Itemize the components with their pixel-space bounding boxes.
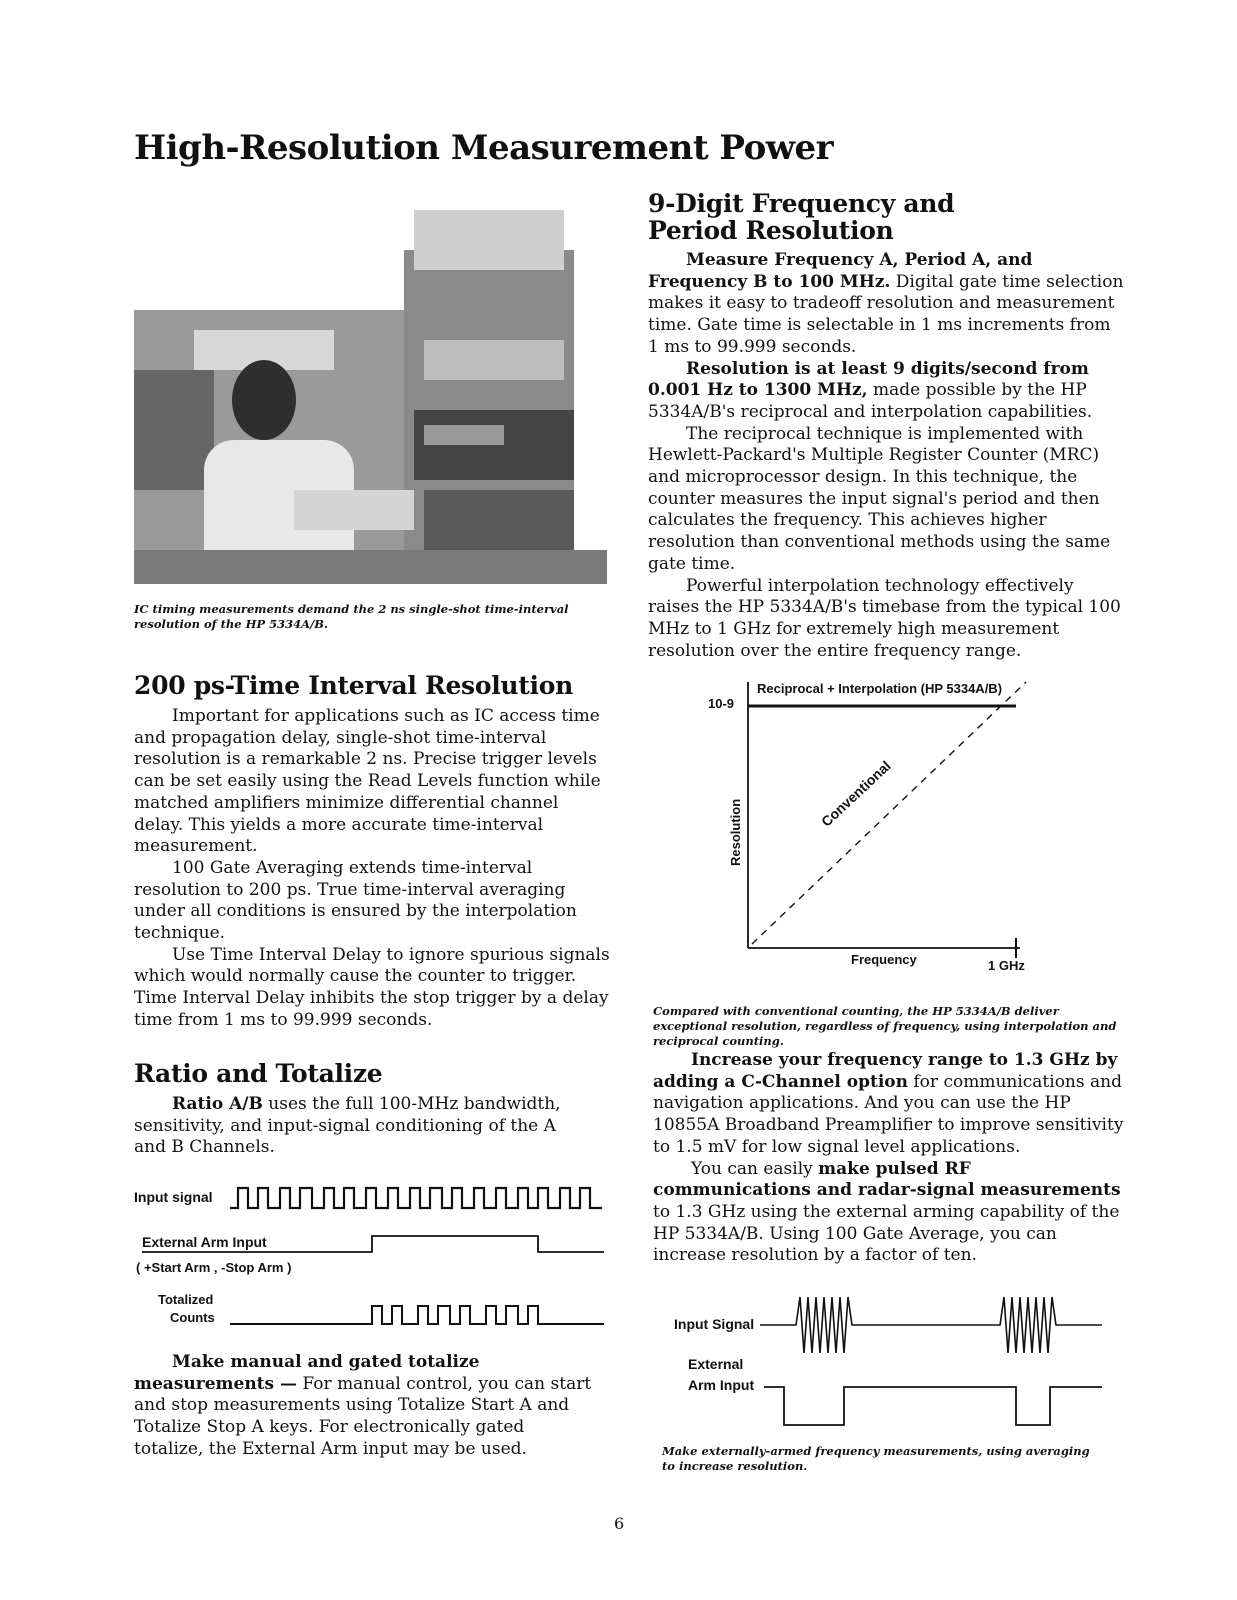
c-channel-p1-bold: Increase your frequency range to 1.3 GHz by adding a C-Channel option <box>653 1050 1118 1092</box>
input-signal-wave <box>230 1188 602 1208</box>
ti-section-body <box>134 706 612 1032</box>
ti-paragraph-3: Use Time Interval Delay to ignore spurious signals which would normally cause the counter to trigger. Time Interval Delay inhibits the stop trigger by a delay time from 1 ms to 99.999 seconds. <box>134 944 610 1030</box>
external-arm-label: External Arm Input <box>142 1234 267 1250</box>
c-channel-p2-text: to 1.3 GHz using the external arming capability of the HP 5334A/B. Using 100 Gate Average, you can increase resolution by a factor of ten. <box>653 1201 1120 1266</box>
ti-paragraph-2: 100 Gate Averaging extends time-interval resolution to 200 ps. True time-interval averaging under all conditions is ensured by the interpolation technique. <box>134 857 577 944</box>
pulsed-caption: Make externally-armed frequency measurements, using averaging to increase resolution. <box>662 1444 1090 1473</box>
ratio-paragraph <box>134 1094 574 1159</box>
freq-p1-bold: Measure Frequency A, Period A, and Frequency B to 100 MHz. <box>648 250 1033 292</box>
x-tick-label: 1 GHz <box>988 958 1025 973</box>
pulsed-input-wave <box>760 1297 1102 1353</box>
totalize-text: For manual control, you can start and stop measurements using Totalize Start A and Totalize Stop A keys. For electronically gated totalize, the External Arm input may be used. <box>134 1373 592 1459</box>
photo-caption: IC timing measurements demand the 2 ns single-shot time-interval resolution of the HP 5334A/B. <box>134 602 569 631</box>
c-channel-p1-text: for communications and navigation applications. And you can use the HP 10855A Broadband Preamplifier to improve sensitivity to 1.5 mV for low signal level applications. <box>653 1071 1124 1157</box>
freq-paragraph-3: The reciprocal technique is implemented with Hewlett-Packard's Multiple Register Counter (MRC) and microprocessor design. In this technique, the counter measures the input signal's period and then calculates the frequency. This achieves higher resolution than conventional methods using the same gate time. <box>648 423 1111 574</box>
totalize-bold: Make manual and gated totalize measurements — <box>134 1352 480 1394</box>
ti-paragraph-1: Important for applications such as IC access time and propagation delay, single-shot time-interval resolution is a remarkable 2 ns. Precise trigger levels can be set easily using the Read Levels function while matched amplifiers minimize differential channel delay. This yields a more accurate time-interval measurement. <box>134 706 601 857</box>
ratio-section-heading: Ratio and Totalize <box>134 1059 383 1088</box>
freq-paragraph-4: Powerful interpolation technology effectively raises the HP 5334A/B's timebase from the typical 100 MHz to 1 GHz for extremely high measurement resolution over the entire frequency range. <box>648 575 1121 661</box>
pulsed-arm-label: Arm Input <box>688 1377 755 1393</box>
page-number: 6 <box>614 1514 625 1533</box>
lab-photo <box>134 190 607 584</box>
reciprocal-label: Reciprocal + Interpolation (HP 5334A/B) <box>757 681 1003 696</box>
freq-p1-text: Digital gate time selection makes it easy to tradeoff resolution and measurement time. Gate time is selectable in 1 ms increments from 1 ms to 99.999 seconds. <box>648 271 1124 357</box>
totalized-counts-wave <box>230 1306 604 1324</box>
freq-heading-line-1: 9-Digit Frequency and <box>648 189 955 218</box>
input-signal-label: Input signal <box>134 1189 213 1205</box>
freq-heading-line-2: Period Resolution <box>648 216 894 245</box>
ratio-bold: Ratio A/B <box>172 1094 263 1114</box>
c-channel-body <box>653 1050 1129 1267</box>
x-axis-label: Frequency <box>851 952 917 967</box>
pulsed-arm-wave <box>764 1387 1102 1425</box>
freq-section-heading <box>648 190 954 244</box>
y-axis-label: Resolution <box>728 798 743 866</box>
lab-photo-image <box>134 190 607 584</box>
freq-p2-bold: Resolution is at least 9 digits/second from 0.001 Hz to 1300 MHz, <box>648 358 1089 401</box>
freq-section-body <box>648 250 1126 662</box>
y-tick-label: 10-9 <box>708 696 735 711</box>
graph-caption: Compared with conventional counting, the HP 5334A/B deliver exceptional resolution, regardless of frequency, using interpolation and reciprocal counting. <box>653 1004 1117 1048</box>
resolution-graph <box>690 676 1050 976</box>
conventional-label: Conventional <box>818 757 894 830</box>
c-channel-p2-bold: make pulsed RF communications and radar-signal measurements <box>653 1158 1121 1201</box>
totalized-label: Totalized <box>158 1292 214 1307</box>
ti-section-heading: 200 ps-Time Interval Resolution <box>134 671 573 700</box>
c-channel-p2-pre: You can easily <box>691 1158 819 1179</box>
ratio-text: uses the full 100-MHz bandwidth, sensitivity, and input-signal conditioning of the A and B Channels. <box>134 1094 561 1158</box>
pulsed-external-label: External <box>688 1356 744 1372</box>
pulsed-input-label: Input Signal <box>674 1316 755 1332</box>
arm-note-label: ( +Start Arm , -Stop Arm ) <box>136 1260 292 1275</box>
totalize-paragraph <box>134 1352 594 1461</box>
freq-p2-text: made possible by the HP 5334A/B's reciprocal and interpolation capabilities. <box>648 380 1093 422</box>
page-title: High-Resolution Measurement Power <box>134 128 834 168</box>
counts-label: Counts <box>170 1310 215 1325</box>
conventional-line <box>752 682 1026 944</box>
